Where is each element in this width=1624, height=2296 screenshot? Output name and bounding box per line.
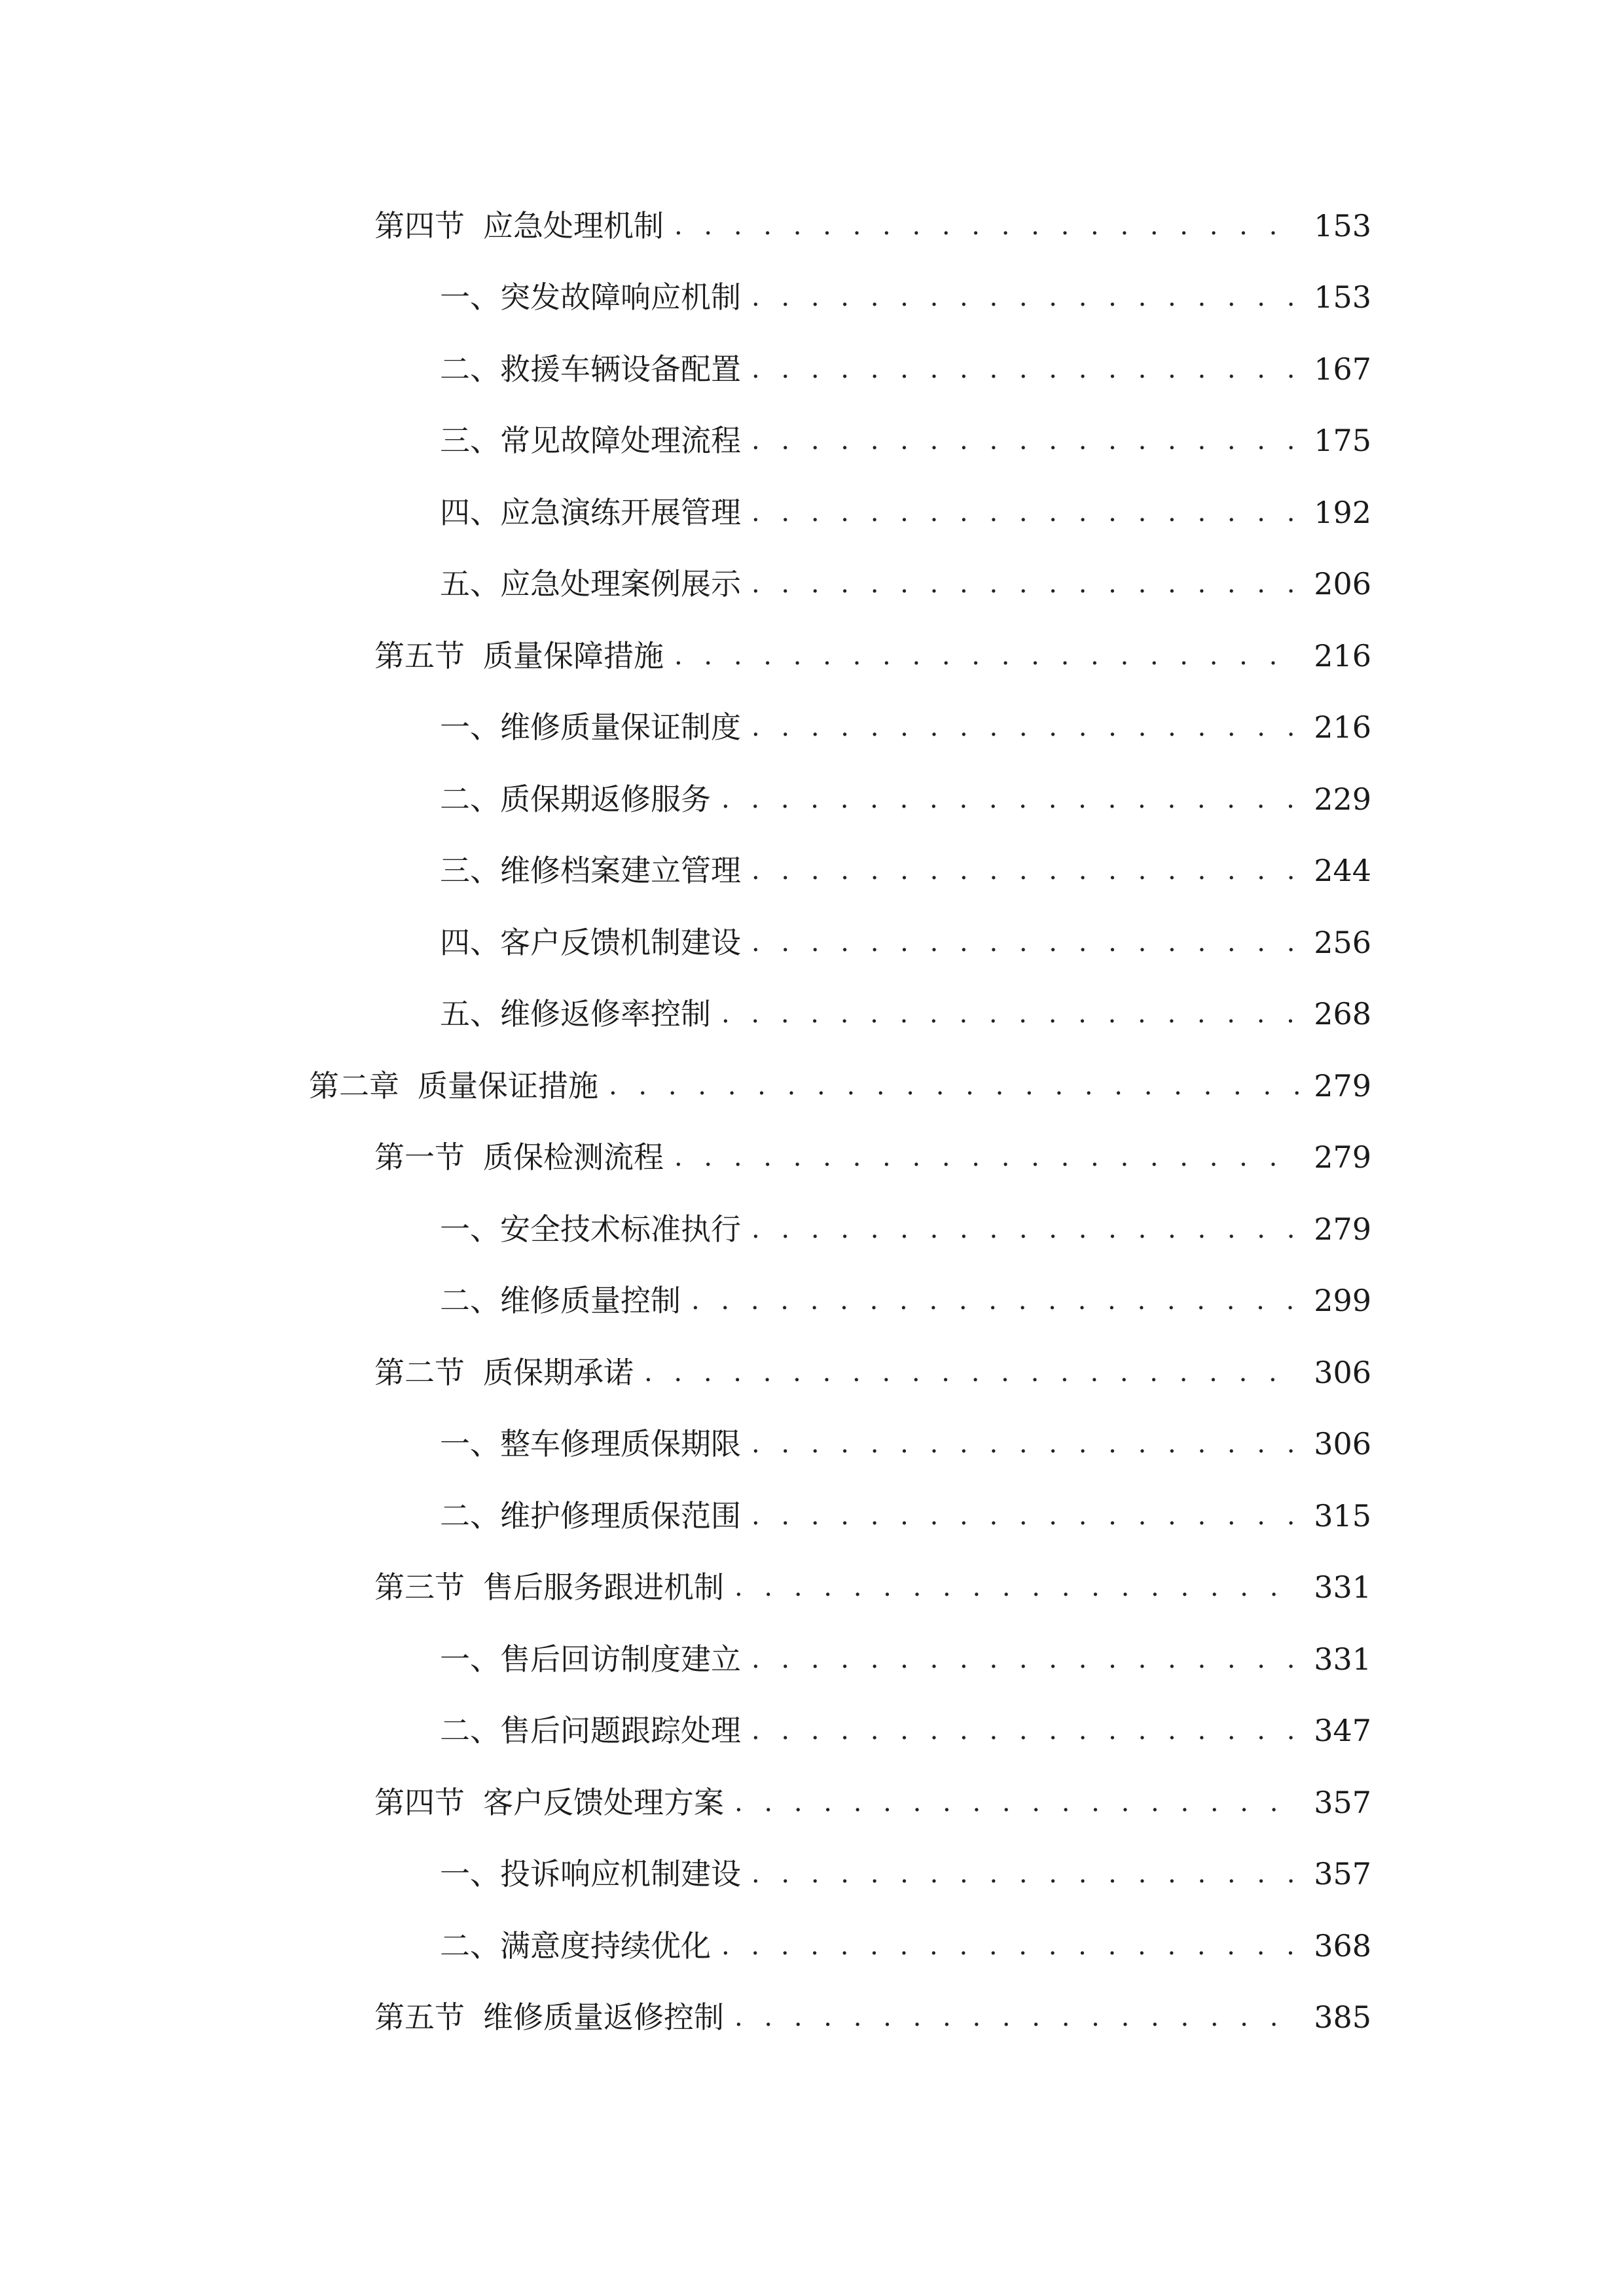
toc-entry-title: 维修质量保证制度 [500,709,741,745]
toc-entry-page-number: 357 [1314,1784,1371,1820]
toc-entry-title: 维修档案建立管理 [500,853,741,889]
dot-leader [751,927,1299,958]
toc-entry[interactable] [0,405,1624,477]
toc-entry-marker: 一、 [440,709,500,745]
toc-entry-title: 常见故障处理流程 [500,423,741,459]
toc-entry-page-number: 331 [1314,1570,1371,1605]
toc-entry-marker: 一、 [440,1426,500,1462]
dot-leader [751,354,1299,384]
toc-entry[interactable] [0,835,1624,907]
toc-entry-title: 质保期返修服务 [500,781,711,817]
toc-entry-marker: 三、 [440,423,500,459]
toc-entry[interactable] [0,1767,1624,1839]
toc-entry-page-number: 347 [1314,1713,1371,1749]
toc-entry-marker: 一、 [440,279,500,315]
toc-entry-page-number: 279 [1314,1067,1371,1103]
toc-entry-title: 质保检测流程 [483,1139,664,1175]
toc-entry[interactable] [0,1552,1624,1624]
toc-entry[interactable] [0,1839,1624,1910]
toc-entry-page-number: 167 [1314,351,1371,387]
toc-entry[interactable] [0,692,1624,764]
toc-entry-marker: 第二章 [309,1067,399,1103]
toc-entry-title: 投诉响应机制建设 [500,1856,741,1892]
toc-entry-page-number: 357 [1314,1856,1371,1892]
dot-leader [751,282,1299,312]
toc-entry[interactable] [0,1265,1624,1337]
toc-entry-page-number: 268 [1314,996,1371,1032]
toc-entry-title: 客户反馈机制建设 [500,924,741,960]
toc-entry-marker: 五、 [440,566,500,602]
toc-entry[interactable] [0,1122,1624,1194]
toc-entry-marker: 第五节 [374,2000,465,2036]
toc-entry-page-number: 244 [1314,853,1371,889]
toc-entry-marker: 第三节 [374,1570,465,1605]
toc-entry[interactable] [0,620,1624,692]
toc-entry-page-number: 216 [1314,637,1371,673]
toc-entry-page-number: 279 [1314,1139,1371,1175]
toc-entry-page-number: 192 [1314,494,1371,530]
toc-entry-title: 质保期承诺 [483,1354,634,1390]
toc-entry[interactable] [0,262,1624,334]
toc-entry-page-number: 279 [1314,1211,1371,1247]
toc-entry-page-number: 331 [1314,1641,1371,1677]
toc-entry[interactable] [0,1480,1624,1552]
toc-entry-title: 安全技术标准执行 [500,1211,741,1247]
toc-entry[interactable] [0,1193,1624,1265]
toc-entry-page-number: 153 [1314,279,1371,315]
toc-entry[interactable] [0,763,1624,835]
toc-entry-title: 售后问题跟踪处理 [500,1713,741,1749]
toc-entry[interactable] [0,1982,1624,2054]
dot-leader [751,1644,1299,1674]
toc-entry-title: 应急处理案例展示 [500,566,741,602]
toc-entry[interactable] [0,548,1624,620]
dot-leader [674,1142,1299,1172]
toc-entry-marker: 第二节 [374,1354,465,1390]
toc-entry[interactable] [0,333,1624,405]
toc-entry-marker: 一、 [440,1211,500,1247]
dot-leader [751,425,1299,456]
toc-entry-page-number: 216 [1314,709,1371,745]
toc-entry-page-number: 385 [1314,2000,1371,2036]
toc-entry-title: 整车修理质保期限 [500,1426,741,1462]
toc-entry-page-number: 256 [1314,924,1371,960]
toc-entry-title: 突发故障响应机制 [500,279,741,315]
dot-leader [751,855,1299,886]
toc-entry-marker: 三、 [440,853,500,889]
toc-entry-marker: 第五节 [374,637,465,673]
dot-leader [721,784,1299,814]
toc-entry-marker: 四、 [440,494,500,530]
toc-entry[interactable] [0,906,1624,978]
dot-leader [751,1715,1299,1746]
toc-entry[interactable] [0,978,1624,1050]
toc-entry[interactable] [0,476,1624,548]
toc-entry-page-number: 315 [1314,1498,1371,1534]
toc-entry[interactable] [0,1336,1624,1408]
toc-entry-title: 质量保证措施 [418,1067,598,1103]
toc-entry-page-number: 306 [1314,1354,1371,1390]
dot-leader [734,2002,1299,2032]
toc-entry[interactable] [0,1623,1624,1695]
toc-entry-marker: 第一节 [374,1139,465,1175]
toc-entry-marker: 二、 [440,351,500,387]
dot-leader [609,1071,1299,1101]
toc-entry[interactable] [0,1408,1624,1480]
toc-entry-title: 应急演练开展管理 [500,494,741,530]
dot-leader [644,1357,1299,1388]
toc-entry-page-number: 368 [1314,1928,1371,1964]
toc-entry-title: 应急处理机制 [483,207,664,243]
toc-entry-title: 维修质量返修控制 [483,2000,724,2036]
dot-leader [751,1429,1299,1459]
toc-entry-marker: 四、 [440,924,500,960]
toc-entry-title: 维修质量控制 [500,1283,681,1319]
toc-entry-title: 质量保障措施 [483,637,664,673]
toc-entry-marker: 一、 [440,1641,500,1677]
toc-entry-page-number: 206 [1314,566,1371,602]
dot-leader [674,641,1299,671]
toc-entry[interactable] [0,190,1624,262]
toc-entry-page-number: 175 [1314,423,1371,459]
toc-entry-page-number: 299 [1314,1283,1371,1319]
toc-entry-marker: 二、 [440,1713,500,1749]
toc-entry-marker: 五、 [440,996,500,1032]
dot-leader [751,569,1299,599]
toc-entry-title: 救援车辆设备配置 [500,351,741,387]
toc-entry-title: 维修返修率控制 [500,996,711,1032]
toc-entry-page-number: 229 [1314,781,1371,817]
toc-entry-marker: 一、 [440,1856,500,1892]
toc-entry-page-number: 306 [1314,1426,1371,1462]
toc-entry-page-number: 153 [1314,207,1371,243]
toc-entry[interactable] [0,1050,1624,1122]
toc-entry-title: 售后服务跟进机制 [483,1570,724,1605]
dot-leader [751,1214,1299,1244]
dot-leader [721,999,1299,1029]
dot-leader [751,1501,1299,1531]
toc-entry-marker: 二、 [440,1283,500,1319]
dot-leader [734,1572,1299,1602]
toc-entry-marker: 二、 [440,1498,500,1534]
toc-entry[interactable] [0,1695,1624,1767]
dot-leader [751,712,1299,742]
toc-entry-title: 客户反馈处理方案 [483,1784,724,1820]
toc-entry-title: 维护修理质保范围 [500,1498,741,1534]
dot-leader [674,211,1299,241]
toc-entry-marker: 二、 [440,1928,500,1964]
toc-entry-title: 满意度持续优化 [500,1928,711,1964]
dot-leader [751,1859,1299,1889]
toc-entry[interactable] [0,1910,1624,1982]
toc-entry-marker: 第四节 [374,1784,465,1820]
toc-entry-title: 售后回访制度建立 [500,1641,741,1677]
dot-leader [734,1787,1299,1818]
dot-leader [751,497,1299,528]
toc-entry-marker: 第四节 [374,207,465,243]
dot-leader [721,1931,1299,1961]
dot-leader [691,1285,1299,1316]
table-of-contents [0,190,1624,2053]
toc-entry-marker: 二、 [440,781,500,817]
